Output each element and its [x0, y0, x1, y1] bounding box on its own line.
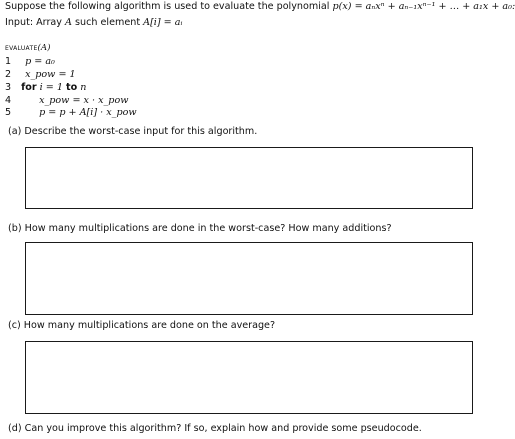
question-c: (c) How many multiplications are done on the average? — [8, 320, 276, 331]
question-d: (d) Can you improve this algorithm? If so, explain how and provide some pseudocode. — [8, 423, 422, 434]
loop-start: i = 1 — [39, 82, 63, 93]
keyword-to: to — [66, 82, 78, 93]
algorithm-header — [5, 42, 50, 54]
input-rest: such element — [75, 17, 141, 28]
line-code: x_pow = x · x_pow — [39, 95, 129, 106]
input-label: Input: Array — [5, 17, 62, 28]
line-number: 5 — [5, 107, 12, 118]
answer-box-a[interactable] — [25, 147, 473, 209]
algorithm-line-2 — [5, 69, 76, 80]
line-code: p = p + A[i] · x_pow — [39, 107, 137, 118]
problem-text: Suppose the following algorithm is used to evaluate the polynomial — [5, 1, 330, 12]
line-number: 3 — [5, 82, 12, 93]
algorithm-name: evaluate — [5, 43, 38, 53]
algorithm-arg: (A) — [37, 43, 51, 53]
problem-statement — [5, 1, 515, 13]
algorithm-line-4 — [5, 95, 128, 106]
question-b: (b) How many multiplications are done in the worst-case? How many additions? — [8, 223, 392, 234]
answer-box-b[interactable] — [25, 242, 473, 315]
question-a: (a) Describe the worst-case input for this algorithm. — [8, 126, 258, 137]
line-code: x_pow = 1 — [25, 69, 76, 80]
loop-end: n — [80, 82, 87, 93]
input-array-var: A — [65, 17, 72, 28]
input-statement — [5, 17, 182, 29]
line-number: 2 — [5, 69, 12, 80]
line-code: p = a₀ — [25, 56, 55, 67]
line-number: 4 — [5, 95, 12, 106]
algorithm-line-3 — [5, 82, 86, 93]
algorithm-line-5 — [5, 107, 137, 118]
keyword-for: for — [21, 82, 37, 93]
line-number: 1 — [5, 56, 12, 67]
algorithm-line-1 — [5, 56, 55, 67]
polynomial-formula: p(x) = aₙxⁿ + aₙ₋₁xⁿ⁻¹ + … + a₁x + a₀: — [332, 1, 515, 12]
answer-box-c[interactable] — [25, 341, 473, 414]
input-formula: A[i] = aᵢ — [143, 17, 183, 28]
